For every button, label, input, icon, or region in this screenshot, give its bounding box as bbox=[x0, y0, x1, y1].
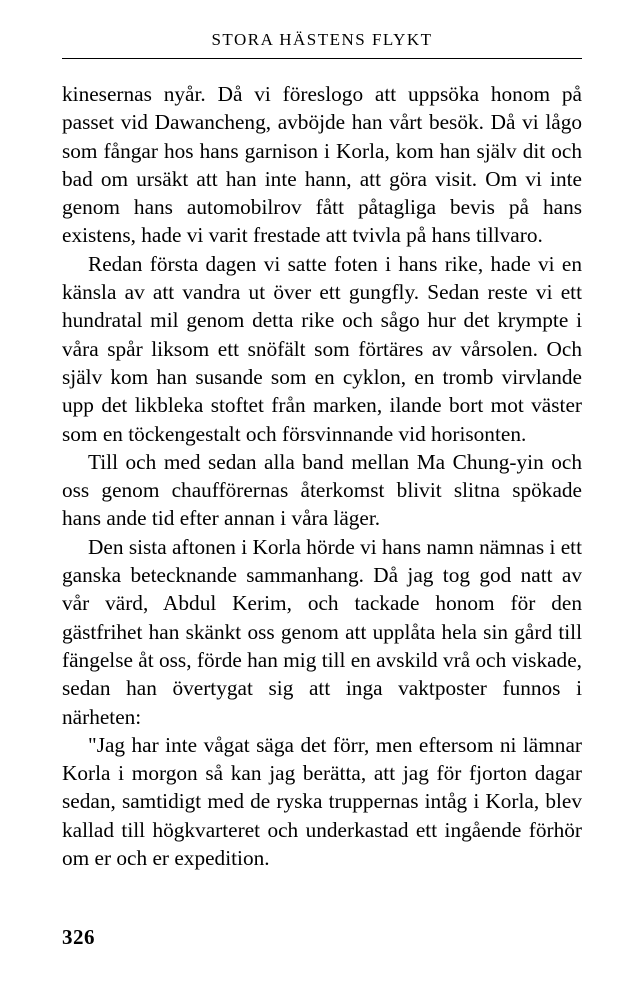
paragraph: kinesernas nyår. Då vi föreslogo att uppsöka honom på passet vid Dawancheng, avböjde han vårt besök. Då vi lågo som fångar hos hans garnison i Korla, kom han själv dit och bad om ursäkt att han inte hann, att göra visit. Om vi inte genom hans automobilrov fått påtagliga bevis på hans existens, hade vi varit frestade att tvivla på hans tillvaro. bbox=[62, 82, 582, 248]
header-rule bbox=[62, 58, 582, 59]
page-number: 326 bbox=[62, 925, 95, 949]
paragraph: "Jag har inte vågat säga det förr, men eftersom ni lämnar Korla i morgon så kan jag berätta, att jag för fjorton dagar sedan, samtidigt med de ryska truppernas intåg i Korla, blev kallad till högkvarteret och underkastad ett ingående förhör om er och er expedition. bbox=[62, 732, 582, 871]
body-text bbox=[62, 80, 582, 872]
paragraph: Till och med sedan alla band mellan Ma Chung-yin och oss genom chaufförernas återkomst blivit slitna spökade hans ande tid efter annan i våra läger. bbox=[62, 449, 582, 531]
book-page bbox=[62, 0, 582, 986]
running-head: STORA HÄSTENS FLYKT bbox=[211, 30, 433, 49]
paragraph: Redan första dagen vi satte foten i hans rike, hade vi en känsla av att vandra ut över ett gungfly. Sedan reste vi ett hundratal mil genom detta rike och sågo hur det krympte i våra spår liksom ett snöfält som förtäres av vårsolen. Och själv kom han susande som en cyklon, en tromb virvlande upp det likbleka stoftet från marken, ilande bort mot väster som en töckengestalt och försvinnande vid horisonten. bbox=[62, 251, 582, 446]
paragraph: Den sista aftonen i Korla hörde vi hans namn nämnas i ett ganska betecknande sammanhang. Då jag tog god natt av vår värd, Abdul Kerim, och tackade honom för den gästfrihet han skänkt oss genom att upplåta hela sin gård till fängelse åt oss, förde han mig till en avskild vrå och viskade, sedan han övertygat sig att inga vaktposter funnos i närheten: bbox=[62, 534, 582, 729]
